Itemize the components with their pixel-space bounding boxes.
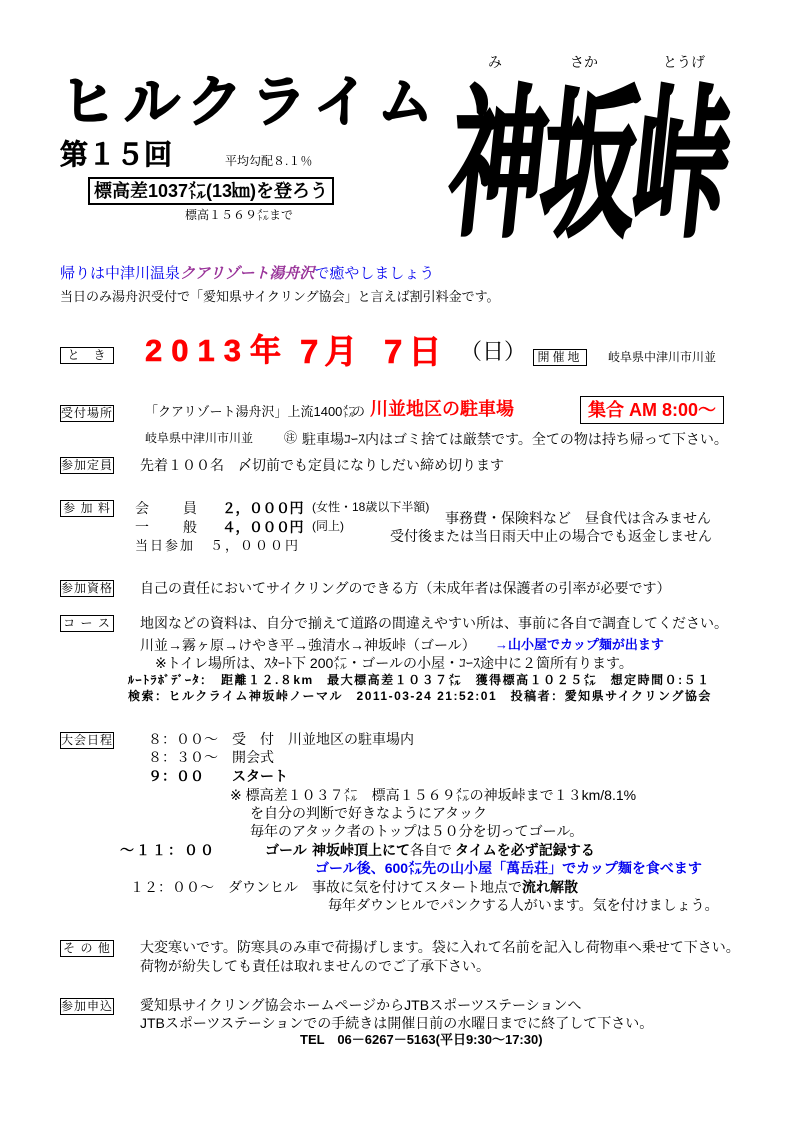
- event-weekday: （日）: [460, 339, 527, 364]
- eligibility-text: 自己の責任においてサイクリングのできる方（未成年者は保護者の引率が必要です）: [140, 580, 671, 596]
- label-fee: 参 加 料: [60, 500, 114, 517]
- schedule-start: ９：００ スタート: [148, 768, 288, 784]
- course-route-data: ﾙｰﾄﾗﾎﾞﾃﾞｰﾀ： 距離１２.８km 最大標高差１０３７㍍ 獲得標高１０２５㍍ 想定時間０:５１: [128, 673, 711, 687]
- furigana-saka: さか: [570, 54, 598, 70]
- title-hillclimb: ヒルクライム: [60, 70, 442, 133]
- fee-note-general: (同上): [312, 519, 344, 533]
- fee-same-day: 当日参加 ５，０００円: [135, 538, 301, 553]
- fee-type-member: 会 員: [135, 500, 199, 516]
- schedule-opening: ８：３０～ 開会式: [148, 749, 274, 765]
- label-course: コ ー ス: [60, 615, 114, 632]
- onsen-pre: 帰りは中津川温泉: [60, 265, 181, 282]
- schedule-downhill-text: １２：００～ ダウンヒル 事故に気を付けてスタート地点で: [130, 879, 522, 895]
- fee-amount-general: ４，０００円: [222, 519, 303, 535]
- other-line-2: 荷物が紛失しても責任は取れませんのでご了承下さい。: [140, 958, 490, 974]
- schedule-dismiss: 流れ解散: [522, 879, 578, 895]
- reception-parking: 川並地区の駐車場: [370, 399, 514, 419]
- schedule-goal-record: タイムを必ず記録する: [455, 842, 595, 858]
- apply-line-1: 愛知県サイクリング協会ホームページからJTBスポーツステーションへ: [140, 997, 582, 1013]
- onsen-resort-name: クアリゾート湯舟沢: [180, 265, 315, 282]
- course-route-note: →山小屋でカップ麺が出ます: [495, 637, 664, 652]
- schedule-downhill-note: 毎年ダウンヒルでパンクする人がいます。気を付けましょう。: [328, 897, 719, 913]
- onsen-line: [60, 265, 434, 282]
- onsen-post: で癒やしましょう: [314, 265, 435, 282]
- fee-refund: 受付後または当日雨天中止の場合でも返金しません: [390, 528, 712, 544]
- event-year: 2013年: [145, 333, 290, 368]
- average-grade: 平均勾配８.１％: [225, 154, 313, 168]
- reception-address: 岐阜県中津川市川並: [145, 431, 254, 445]
- course-search: 検索：ヒルクライム神坂峠ノーマル 2011-03-24 21:52:01 投稿者：愛知県サイクリング協会: [128, 689, 712, 703]
- schedule-attack-3: 毎年のアタック者のトップは５０分を切ってゴール。: [250, 823, 584, 839]
- venue: 岐阜県中津川市川並: [608, 350, 717, 364]
- schedule-attack-1: ※ 標高差１０３７㍍ 標高１５６９㍍の神坂峠まで１３km/8.1%: [230, 787, 637, 803]
- furigana-touge: とうげ: [663, 54, 705, 70]
- note-mark-icon: ㊟: [284, 430, 298, 445]
- event-day: 7日: [384, 333, 448, 370]
- summit-elevation: 標高１５６９㍍まで: [185, 208, 294, 222]
- furigana-mi: み: [488, 54, 502, 70]
- schedule-after-goal: ゴール後、600㍍先の山小屋「萬岳荘」でカップ麺を食べます: [315, 860, 702, 876]
- climb-banner: 標高差1037㍍(13㎞)を登ろう: [88, 177, 334, 205]
- apply-line-2: JTBスポーツステーションでの手続きは開催日前の水曜日までに終了して下さい。: [140, 1015, 654, 1031]
- fee-includes: 事務費・保険料など 昼食代は含みません: [445, 510, 711, 526]
- label-schedule: 大会日程: [61, 733, 114, 747]
- edition-number: 第１５回: [60, 139, 173, 170]
- fee-amount-member: ２，０００円: [222, 500, 303, 516]
- apply-tel: TEL 06－6267－5163(平日9:30～17:30): [300, 1032, 543, 1047]
- title-misaka-touge: 神坂峠: [441, 76, 736, 257]
- schedule-downhill: [130, 879, 578, 895]
- schedule-goal-place: 神坂峠頂上にて: [312, 842, 410, 858]
- course-intro: 地図などの資料は、自分で揃えて道路の間違えやすい所は、事前に各自で調査してください。: [140, 615, 728, 631]
- label-other: そ の 他: [60, 940, 114, 957]
- schedule-attack-2: を自分の判断で好きなようにアタック: [250, 805, 488, 821]
- course-toilet: ※トイレ場所は、ｽﾀｰﾄ下 200㍍・ゴールの小屋・ｺｰｽ途中に２箇所有ります。: [155, 655, 633, 671]
- label-venue: 開催地: [533, 349, 587, 366]
- fee-note-member: (女性・18歳以下半額): [312, 500, 430, 514]
- label-date: と き: [60, 347, 114, 364]
- schedule-goal-each: 各自で: [410, 842, 452, 858]
- capacity-text: 先着１００名 〆切前でも定員になりしだい締め切ります: [140, 457, 504, 473]
- label-eligibility: 参加資格: [61, 581, 114, 595]
- label-reception: 受付場所: [61, 406, 114, 420]
- schedule-goal: ゴール: [265, 842, 307, 858]
- reception-note: 駐車場ｺｰｽ内はゴミ捨ては厳禁です。全ての物は持ち帰って下さい。: [302, 431, 728, 447]
- label-apply: 参加申込: [61, 999, 114, 1013]
- onsen-discount-note: 当日のみ湯舟沢受付で「愛知県サイクリング協会」と言えば割引料金です。: [60, 289, 500, 304]
- event-month: 7月: [300, 333, 364, 370]
- label-capacity: 参加定員: [61, 458, 114, 472]
- schedule-reception: ８：００～ 受 付 川並地区の駐車場内: [148, 731, 414, 747]
- reception-place-mid: の: [352, 404, 366, 419]
- gather-time-box: 集合 AM 8:00～: [580, 396, 724, 424]
- course-route: 川並→霧ヶ原→けやき平→強清水→神坂峠（ゴール）: [140, 637, 476, 653]
- schedule-goal-time: ～１１：００: [120, 842, 216, 858]
- reception-place-pre: 「クアリゾート湯舟沢」上流1400㍍: [145, 404, 356, 419]
- fee-type-general: 一 般: [135, 519, 199, 535]
- other-line-1: 大変寒いです。防寒具のみ車で荷揚げします。袋に入れて名前を記入し荷物車へ乗せて下さい。: [140, 939, 740, 955]
